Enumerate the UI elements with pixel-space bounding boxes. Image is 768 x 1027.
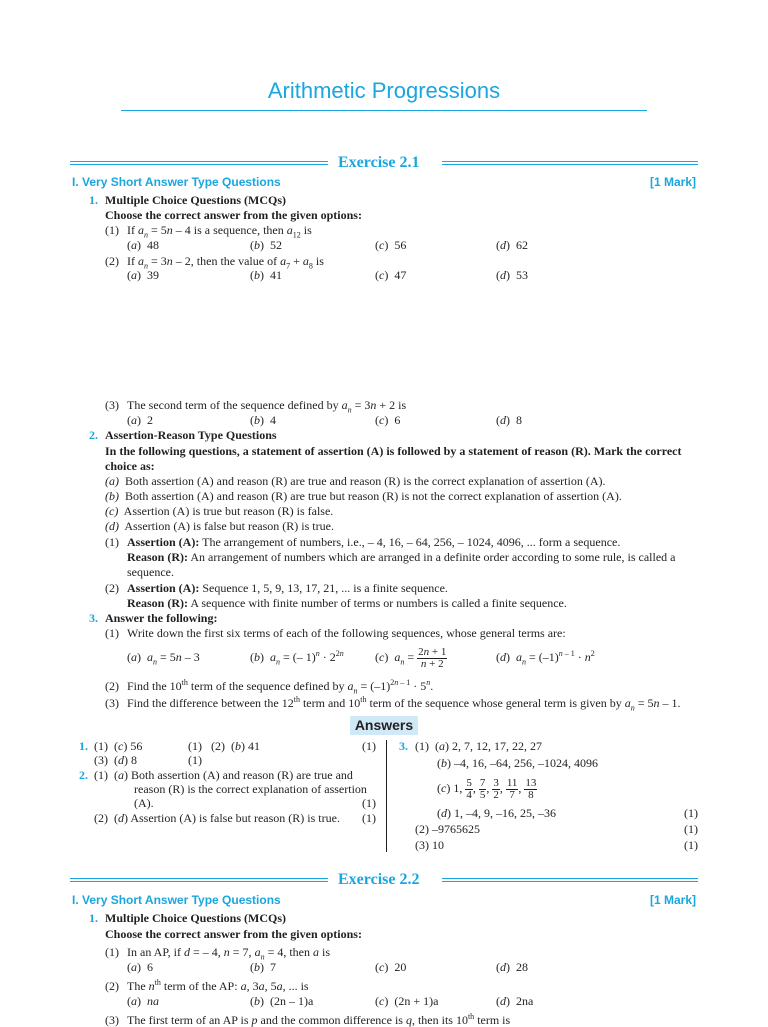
answer-line: (1) (a) Both assertion (A) and reason (R) are true and [94, 768, 353, 782]
option-a: (a) 2 [127, 413, 153, 427]
item-number: (1) [105, 945, 119, 959]
item-text: The $n^{th}$ term of the AP: a, 3a, 5a, ... is [127, 978, 309, 993]
option-b: (b) (2n – 1)a [250, 994, 314, 1008]
item-text: Write down the first six terms of each of the following sequences, whose general terms are: [127, 626, 566, 640]
answer-line: (2) (d) Assertion (A) is false but reason (R) is true. [94, 811, 340, 825]
option-d: (d) Assertion (A) is false but reason (R) is true. [105, 519, 334, 533]
item-text: The second term of the sequence defined by $a_n = 3n + 2$ is [127, 398, 407, 415]
item-number: (2) [105, 254, 119, 268]
option-a: (a) 39 [127, 268, 159, 282]
sequence-b: (b) $a_n$ = (– $1)^n \cdot 2^{2n}$ [250, 649, 344, 667]
assertion: Assertion (A): The arrangement of numbers, i.e., – 4, 16, – 64, 256, – 1024, 4096, ... form a sequence. [127, 535, 621, 549]
item-text: Find the 10th term of the sequence defined by $a_n = (-1)^{2n - 1} \cdot 5^n$. [127, 678, 434, 696]
answer-line: (3) (d) 8 [94, 753, 137, 767]
title-rule [121, 110, 647, 111]
answer-number: 1. [79, 739, 88, 753]
exercise-rule-right [442, 878, 698, 882]
option-d: (d) 53 [496, 268, 528, 282]
question-number: 1. [89, 911, 98, 925]
option-a: (a) Both assertion (A) and reason (R) are true and reason (R) is the correct explanation of assertion (A). [105, 474, 606, 488]
question-heading: Multiple Choice Questions (MCQs) [105, 193, 286, 207]
page-title: Arithmetic Progressions [267, 78, 501, 103]
option-a: (a) na [127, 994, 159, 1008]
answer-mark: (1) [684, 806, 698, 820]
option-c: (c) Assertion (A) is true but reason (R) is false. [105, 504, 334, 518]
option-d: (d) 62 [496, 238, 528, 252]
question-number: 2. [89, 428, 98, 442]
answer-mark: (1) [684, 838, 698, 852]
item-number: (2) [105, 679, 119, 693]
item-text: Find the difference between the 12th term and 10th term of the sequence whose general term is given by $a_n = 5n - 1$. [127, 695, 681, 713]
question-heading: Assertion-Reason Type Questions [105, 428, 277, 442]
option-a: (a) 48 [127, 238, 159, 252]
item-text: If $a_n = 5n - 4$ is a sequence, then $a_{12}$ is [127, 223, 312, 240]
exercise-rule-left [70, 161, 328, 165]
option-c: (c) (2n + 1)a [375, 994, 439, 1008]
question-instruction: Choose the correct answer from the given options: [105, 208, 362, 222]
item-number: (3) [105, 696, 119, 710]
question-heading: Multiple Choice Questions (MCQs) [105, 911, 286, 925]
marks-label: [1 Mark] [650, 175, 697, 189]
sequence-c: (c) $a_n$ = $\frac{2n + 1}{n + 2}$ [375, 645, 447, 670]
answer-mark: (1) [684, 822, 698, 836]
exercise-2-1-heading: Exercise 2.1 [338, 154, 420, 171]
option-b: (b) 4 [250, 413, 276, 427]
marks-label: [1 Mark] [650, 893, 697, 907]
option-b: (b) 41 [250, 268, 282, 282]
option-d: (d) 8 [496, 413, 522, 427]
option-c: (c) 47 [375, 268, 407, 282]
item-number: (3) [105, 1013, 119, 1027]
exercise-rule-right [442, 161, 698, 165]
answer-line: (c) 1, $\frac{5}{4}$ , $\frac{7}{5}$ , $\frac{3}{2}$ , $\frac{11}{7}$ , $\frac{13}{8}$ [437, 776, 537, 801]
sequence-d: (d) $a_n = (-1)^{n - 1} \cdot n^2$ [496, 649, 595, 667]
answers-heading: Answers [350, 716, 418, 735]
option-d: (d) 28 [496, 960, 528, 974]
item-text: In an AP, if d = – 4, n = 7, $a_n = 4$, then a is [127, 945, 331, 962]
answer-line: (1) (2) (b) 41 [188, 739, 260, 753]
reason: Reason (R): An arrangement of numbers which are arranged in a definite order according to some rule, is called a [127, 550, 676, 564]
item-number: (2) [105, 581, 119, 595]
answer-line: (1) (c) 56 [94, 739, 143, 753]
assertion: Assertion (A): Sequence 1, 5, 9, 13, 17, 21, ... is a finite sequence. [127, 581, 448, 595]
answer-line: (d) 1, –4, 9, –16, 25, –36 [437, 806, 556, 820]
option-b: (b) 7 [250, 960, 276, 974]
section-heading: I. Very Short Answer Type Questions [72, 893, 281, 907]
answer-line: (b) –4, 16, –64, 256, –1024, 4096 [437, 756, 598, 770]
option-d: (d) 2na [496, 994, 534, 1008]
option-b: (b) 52 [250, 238, 282, 252]
answer-mark: (1) [362, 796, 376, 810]
question-heading: Answer the following: [105, 611, 218, 625]
item-number: (3) [105, 398, 119, 412]
exercise-rule-left [70, 878, 328, 882]
item-text: The first term of an AP is p and the common difference is q, then its 10th term is [127, 1012, 511, 1027]
answers-divider [386, 740, 387, 852]
reason: Reason (R): A sequence with finite number of terms or numbers is called a finite sequence. [127, 596, 567, 610]
item-number: (1) [105, 535, 119, 549]
answer-line: (2) –9765625 [415, 822, 480, 836]
answer-line: (3) 10 [415, 838, 444, 852]
reason-continued: sequence. [127, 565, 174, 579]
answer-mark: (1) [362, 739, 376, 753]
option-b: (b) Both assertion (A) and reason (R) are true but reason (R) is not the correct explanation of assertion (A). [105, 489, 622, 503]
option-c: (c) 6 [375, 413, 401, 427]
exercise-2-2-heading: Exercise 2.2 [338, 871, 420, 888]
answer-mark: (1) [188, 753, 202, 767]
answer-mark: (1) [362, 811, 376, 825]
section-heading: I. Very Short Answer Type Questions [72, 175, 281, 189]
question-instruction: choice as: [105, 459, 155, 473]
item-number: (1) [105, 223, 119, 237]
answer-number: 2. [79, 768, 88, 782]
answer-line: (1) (a) 2, 7, 12, 17, 22, 27 [415, 739, 542, 753]
question-number: 3. [89, 611, 98, 625]
answer-number: 3. [399, 739, 408, 753]
option-c: (c) 56 [375, 238, 407, 252]
option-a: (a) 6 [127, 960, 153, 974]
answer-line: (A). [134, 796, 154, 810]
sequence-a: (a) $a_n = 5n - 3$ [127, 650, 200, 667]
question-number: 1. [89, 193, 98, 207]
question-instruction: In the following questions, a statement of assertion (A) is followed by a statement of reason (R). Mark the correct [105, 444, 682, 458]
item-number: (2) [105, 979, 119, 993]
item-text: If $a_n = 3n - 2$, then the value of $a_7 + a_8$ is [127, 254, 324, 271]
answer-line: reason (R) is the correct explanation of assertion [134, 782, 367, 796]
item-number: (1) [105, 626, 119, 640]
option-c: (c) 20 [375, 960, 407, 974]
question-instruction: Choose the correct answer from the given options: [105, 927, 362, 941]
